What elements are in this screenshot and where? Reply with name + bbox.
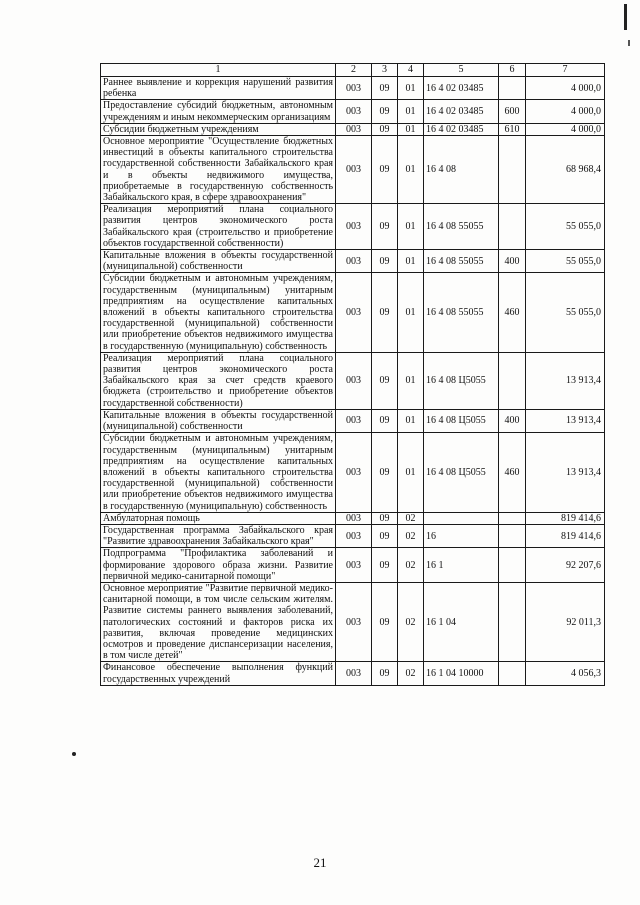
table-row <box>101 524 605 547</box>
row-admin-code: 003 <box>336 524 372 547</box>
row-admin-code: 003 <box>336 662 372 685</box>
row-expense-type <box>499 582 526 661</box>
row-target-article: 16 4 08 55055 <box>424 273 499 352</box>
row-target-article: 16 1 04 <box>424 582 499 661</box>
row-section: 09 <box>372 352 398 409</box>
row-target-article: 16 4 08 55055 <box>424 250 499 273</box>
row-subsection: 01 <box>398 77 424 100</box>
row-subsection: 01 <box>398 273 424 352</box>
row-description: Основное мероприятие "Развитие первичной медико-санитарной помощи, в том числе сельским жителям. Развитие системы раннего выявления заболеваний, патологических состояний и факторов риска их развития, включая проведение медицинских осмотров и проведение диспансеризации населения, в том числе детей" <box>101 582 336 661</box>
table-row <box>101 582 605 661</box>
table-row <box>101 273 605 352</box>
table-row <box>101 204 605 250</box>
row-description: Государственная программа Забайкальского края "Развитие здравоохранения Забайкальского края" <box>101 524 336 547</box>
row-admin-code: 003 <box>336 123 372 135</box>
row-target-article: 16 4 02 03485 <box>424 123 499 135</box>
row-description: Реализация мероприятий плана социального развития центров экономического роста Забайкальского края за счет средств краевого бюджета (строительство и приобретение объектов государственной собственности) <box>101 352 336 409</box>
column-header: 5 <box>424 64 499 77</box>
row-amount: 4 000,0 <box>526 77 605 100</box>
row-amount: 55 055,0 <box>526 250 605 273</box>
row-description: Подпрограмма "Профилактика заболеваний и формирование здорового образа жизни. Развитие первичной медико-санитарной помощи" <box>101 548 336 583</box>
row-subsection: 01 <box>398 352 424 409</box>
row-description: Финансовое обеспечение выполнения функций государственных учреждений <box>101 662 336 685</box>
row-target-article: 16 4 08 Ц5055 <box>424 409 499 432</box>
table-header-row <box>101 64 605 77</box>
row-description: Субсидии бюджетным и автономным учреждениям, государственным (муниципальным) унитарным предприятиям на осуществление капитальных вложений в объекты капитального строительства государственной (муниципальной) собственности или приобретение объектов недвижимого имущества в государственную (муниципальную) собственность <box>101 433 336 512</box>
row-amount: 4 000,0 <box>526 100 605 123</box>
row-subsection: 01 <box>398 123 424 135</box>
row-section: 09 <box>372 433 398 512</box>
column-header: 6 <box>499 64 526 77</box>
row-description: Раннее выявление и коррекция нарушений развития ребенка <box>101 77 336 100</box>
row-admin-code: 003 <box>336 409 372 432</box>
page-number: 21 <box>313 855 327 870</box>
row-description: Субсидии бюджетным учреждениям <box>101 123 336 135</box>
table-row <box>101 433 605 512</box>
table-row <box>101 662 605 685</box>
table-row <box>101 100 605 123</box>
row-target-article: 16 1 <box>424 548 499 583</box>
scan-dot <box>72 752 76 756</box>
row-section: 09 <box>372 512 398 524</box>
row-target-article: 16 <box>424 524 499 547</box>
row-amount: 13 913,4 <box>526 352 605 409</box>
table-row <box>101 548 605 583</box>
budget-table <box>100 63 605 686</box>
row-admin-code: 003 <box>336 512 372 524</box>
row-expense-type: 610 <box>499 123 526 135</box>
row-amount: 13 913,4 <box>526 433 605 512</box>
row-amount: 55 055,0 <box>526 273 605 352</box>
row-expense-type <box>499 136 526 204</box>
table-row <box>101 250 605 273</box>
row-amount: 55 055,0 <box>526 204 605 250</box>
table-row <box>101 77 605 100</box>
row-admin-code: 003 <box>336 250 372 273</box>
row-amount: 4 000,0 <box>526 123 605 135</box>
table-row <box>101 409 605 432</box>
column-header: 7 <box>526 64 605 77</box>
row-amount: 819 414,6 <box>526 524 605 547</box>
scan-edge-mark <box>624 4 627 30</box>
row-description: Капитальные вложения в объекты государственной (муниципальной) собственности <box>101 409 336 432</box>
row-admin-code: 003 <box>336 100 372 123</box>
row-amount: 92 011,3 <box>526 582 605 661</box>
row-target-article: 16 4 02 03485 <box>424 100 499 123</box>
row-subsection: 01 <box>398 409 424 432</box>
row-admin-code: 003 <box>336 204 372 250</box>
row-section: 09 <box>372 662 398 685</box>
table-row <box>101 123 605 135</box>
row-description: Амбулаторная помощь <box>101 512 336 524</box>
table-row <box>101 352 605 409</box>
row-amount: 92 207,6 <box>526 548 605 583</box>
row-admin-code: 003 <box>336 433 372 512</box>
row-admin-code: 003 <box>336 548 372 583</box>
row-expense-type: 600 <box>499 100 526 123</box>
row-subsection: 02 <box>398 662 424 685</box>
row-expense-type <box>499 524 526 547</box>
row-expense-type: 400 <box>499 409 526 432</box>
row-target-article <box>424 512 499 524</box>
row-section: 09 <box>372 204 398 250</box>
column-header: 4 <box>398 64 424 77</box>
row-subsection: 02 <box>398 548 424 583</box>
row-subsection: 02 <box>398 512 424 524</box>
table-body <box>101 77 605 686</box>
row-subsection: 02 <box>398 582 424 661</box>
row-section: 09 <box>372 582 398 661</box>
row-target-article: 16 1 04 10000 <box>424 662 499 685</box>
row-admin-code: 003 <box>336 136 372 204</box>
row-subsection: 01 <box>398 433 424 512</box>
row-section: 09 <box>372 77 398 100</box>
row-section: 09 <box>372 136 398 204</box>
row-target-article: 16 4 08 <box>424 136 499 204</box>
row-expense-type <box>499 548 526 583</box>
row-amount: 68 968,4 <box>526 136 605 204</box>
row-target-article: 16 4 02 03485 <box>424 77 499 100</box>
column-header: 1 <box>101 64 336 77</box>
row-description: Субсидии бюджетным и автономным учреждениям, государственным (муниципальным) унитарным предприятиям на осуществление капитальных вложений в объекты капитального строительства государственной (муниципальной) собственности или приобретение объектов недвижимого имущества в государственную (муниципальную) собственность <box>101 273 336 352</box>
row-section: 09 <box>372 273 398 352</box>
row-description: Основное мероприятие "Осуществление бюджетных инвестиций в объекты капитального строительства государственной собственности Забайкальского края и в объекты недвижимого имущества, приобретаемые в государственную собственность Забайкальского края, в сфере здравоохранения" <box>101 136 336 204</box>
row-expense-type <box>499 662 526 685</box>
row-section: 09 <box>372 250 398 273</box>
row-section: 09 <box>372 409 398 432</box>
row-expense-type <box>499 77 526 100</box>
row-amount: 13 913,4 <box>526 409 605 432</box>
row-expense-type <box>499 352 526 409</box>
scan-edge-mark <box>628 40 630 46</box>
row-expense-type <box>499 204 526 250</box>
table-row <box>101 512 605 524</box>
row-expense-type <box>499 512 526 524</box>
row-subsection: 01 <box>398 136 424 204</box>
row-subsection: 01 <box>398 100 424 123</box>
row-section: 09 <box>372 123 398 135</box>
row-subsection: 01 <box>398 250 424 273</box>
row-section: 09 <box>372 524 398 547</box>
row-section: 09 <box>372 548 398 583</box>
row-description: Реализация мероприятий плана социального развития центров экономического роста Забайкальского края (строительство и приобретение объектов государственной собственности) <box>101 204 336 250</box>
row-amount: 4 056,3 <box>526 662 605 685</box>
row-admin-code: 003 <box>336 273 372 352</box>
row-description: Капитальные вложения в объекты государственной (муниципальной) собственности <box>101 250 336 273</box>
row-subsection: 01 <box>398 204 424 250</box>
row-admin-code: 003 <box>336 77 372 100</box>
column-header: 3 <box>372 64 398 77</box>
row-description: Предоставление субсидий бюджетным, автономным учреждениям и иным некоммерческим организациям <box>101 100 336 123</box>
row-admin-code: 003 <box>336 352 372 409</box>
row-expense-type: 460 <box>499 273 526 352</box>
row-admin-code: 003 <box>336 582 372 661</box>
table-row <box>101 136 605 204</box>
row-expense-type: 400 <box>499 250 526 273</box>
column-header: 2 <box>336 64 372 77</box>
row-target-article: 16 4 08 55055 <box>424 204 499 250</box>
row-subsection: 02 <box>398 524 424 547</box>
row-section: 09 <box>372 100 398 123</box>
row-target-article: 16 4 08 Ц5055 <box>424 352 499 409</box>
row-target-article: 16 4 08 Ц5055 <box>424 433 499 512</box>
row-expense-type: 460 <box>499 433 526 512</box>
row-amount: 819 414,6 <box>526 512 605 524</box>
